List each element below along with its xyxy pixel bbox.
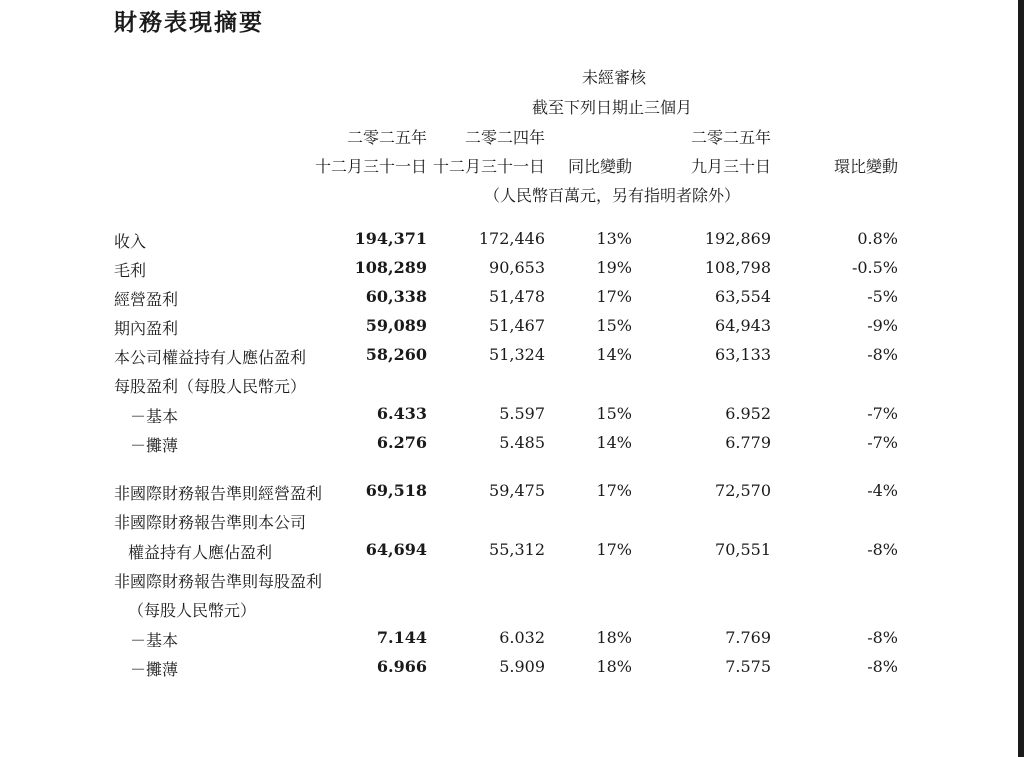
cell-q3-2025: 7.769 <box>725 628 771 647</box>
cell-q4-2025: 7.144 <box>376 628 427 647</box>
cell-q4-2024: 5.485 <box>499 433 545 452</box>
cell-q4-2024: 51,324 <box>489 345 545 364</box>
table-row <box>0 316 1024 340</box>
row-label: －基本 <box>130 631 179 650</box>
col5-header: 環比變動 <box>833 157 898 176</box>
row-label: 非國際財務報告準則經營盈利 <box>114 484 323 503</box>
cell-qoq: -8% <box>867 540 898 559</box>
cell-q3-2025: 70,551 <box>715 540 771 559</box>
row-label: 非國際財務報告準則本公司 <box>114 513 307 532</box>
cell-q4-2025: 69,518 <box>365 481 427 500</box>
cell-q4-2024: 59,475 <box>489 481 545 500</box>
col2-year-header: 二零二四年 <box>464 128 545 147</box>
cell-q4-2024: 51,478 <box>489 287 545 306</box>
cell-q4-2025: 59,089 <box>365 316 427 335</box>
col3-header: 同比變動 <box>567 157 632 176</box>
row-label: 本公司權益持有人應佔盈利 <box>114 348 307 367</box>
row-label: －攤薄 <box>130 436 179 455</box>
table-row <box>0 569 1024 593</box>
cell-qoq: -7% <box>867 404 898 423</box>
col1-year-header: 二零二五年 <box>346 128 427 147</box>
row-label: －基本 <box>130 407 179 426</box>
unaudited-header: 未經審核 <box>581 68 647 87</box>
table-row <box>0 404 1024 428</box>
cell-yoy: 18% <box>596 628 632 647</box>
cell-q4-2024: 5.597 <box>499 404 545 423</box>
cell-q3-2025: 63,554 <box>715 287 771 306</box>
cell-q4-2025: 194,371 <box>354 229 427 248</box>
table-row <box>0 481 1024 505</box>
cell-q3-2025: 6.952 <box>725 404 771 423</box>
col4-date-header: 九月三十日 <box>690 157 771 176</box>
row-label: 經營盈利 <box>114 290 179 309</box>
cell-yoy: 18% <box>596 657 632 676</box>
row-label: 非國際財務報告準則每股盈利 <box>114 572 323 591</box>
cell-q4-2025: 6.433 <box>376 404 427 423</box>
cell-q4-2025: 58,260 <box>365 345 427 364</box>
cell-q4-2025: 6.966 <box>376 657 427 676</box>
cell-q4-2025: 108,289 <box>354 258 427 277</box>
cell-q3-2025: 7.575 <box>725 657 771 676</box>
row-label: 期內盈利 <box>114 319 179 338</box>
table-row <box>0 229 1024 253</box>
cell-yoy: 14% <box>596 345 632 364</box>
table-row <box>0 628 1024 652</box>
table-row <box>0 598 1024 622</box>
unit-note: （人民幣百萬元，另有指明者除外） <box>483 186 741 205</box>
table-row <box>0 258 1024 282</box>
row-label: 權益持有人應佔盈利 <box>128 543 273 562</box>
cell-q3-2025: 63,133 <box>715 345 771 364</box>
row-label: 每股盈利（每股人民幣元） <box>114 377 307 396</box>
col2-date-header: 十二月三十一日 <box>432 157 545 176</box>
row-label: －攤薄 <box>130 660 179 679</box>
cell-q4-2025: 60,338 <box>365 287 427 306</box>
cell-yoy: 19% <box>596 258 632 277</box>
cell-q4-2024: 6.032 <box>499 628 545 647</box>
cell-qoq: -7% <box>867 433 898 452</box>
table-row <box>0 540 1024 564</box>
cell-q3-2025: 108,798 <box>704 258 771 277</box>
cell-yoy: 15% <box>596 404 632 423</box>
cell-q4-2024: 172,446 <box>478 229 545 248</box>
cell-qoq: 0.8% <box>857 229 898 248</box>
cell-yoy: 17% <box>596 481 632 500</box>
cell-q4-2025: 64,694 <box>365 540 427 559</box>
cell-q4-2024: 51,467 <box>489 316 545 335</box>
cell-q3-2025: 6.779 <box>725 433 771 452</box>
table-row <box>0 345 1024 369</box>
row-label: 收入 <box>114 232 147 251</box>
cell-q4-2024: 90,653 <box>489 258 545 277</box>
cell-qoq: -8% <box>867 345 898 364</box>
table-row <box>0 657 1024 681</box>
cell-yoy: 13% <box>596 229 632 248</box>
cell-q4-2024: 5.909 <box>499 657 545 676</box>
cell-yoy: 17% <box>596 287 632 306</box>
cell-qoq: -8% <box>867 628 898 647</box>
cell-yoy: 14% <box>596 433 632 452</box>
row-label: （每股人民幣元） <box>128 601 257 620</box>
cell-yoy: 15% <box>596 316 632 335</box>
cell-qoq: -8% <box>867 657 898 676</box>
cell-q4-2024: 55,312 <box>489 540 545 559</box>
col1-date-header: 十二月三十一日 <box>314 157 427 176</box>
cell-q3-2025: 192,869 <box>704 229 771 248</box>
cell-q3-2025: 72,570 <box>715 481 771 500</box>
cell-qoq: -9% <box>867 316 898 335</box>
table-row <box>0 374 1024 398</box>
col4-year-header: 二零二五年 <box>690 128 771 147</box>
cell-q4-2025: 6.276 <box>376 433 427 452</box>
table-row <box>0 510 1024 534</box>
cell-q3-2025: 64,943 <box>715 316 771 335</box>
table-row <box>0 433 1024 457</box>
page-title: 財務表現摘要 <box>114 10 264 36</box>
cell-yoy: 17% <box>596 540 632 559</box>
cell-qoq: -5% <box>867 287 898 306</box>
table-row <box>0 287 1024 311</box>
cell-qoq: -4% <box>867 481 898 500</box>
period-header: 截至下列日期止三個月 <box>531 98 693 117</box>
row-label: 毛利 <box>114 261 147 280</box>
cell-qoq: -0.5% <box>851 258 898 277</box>
